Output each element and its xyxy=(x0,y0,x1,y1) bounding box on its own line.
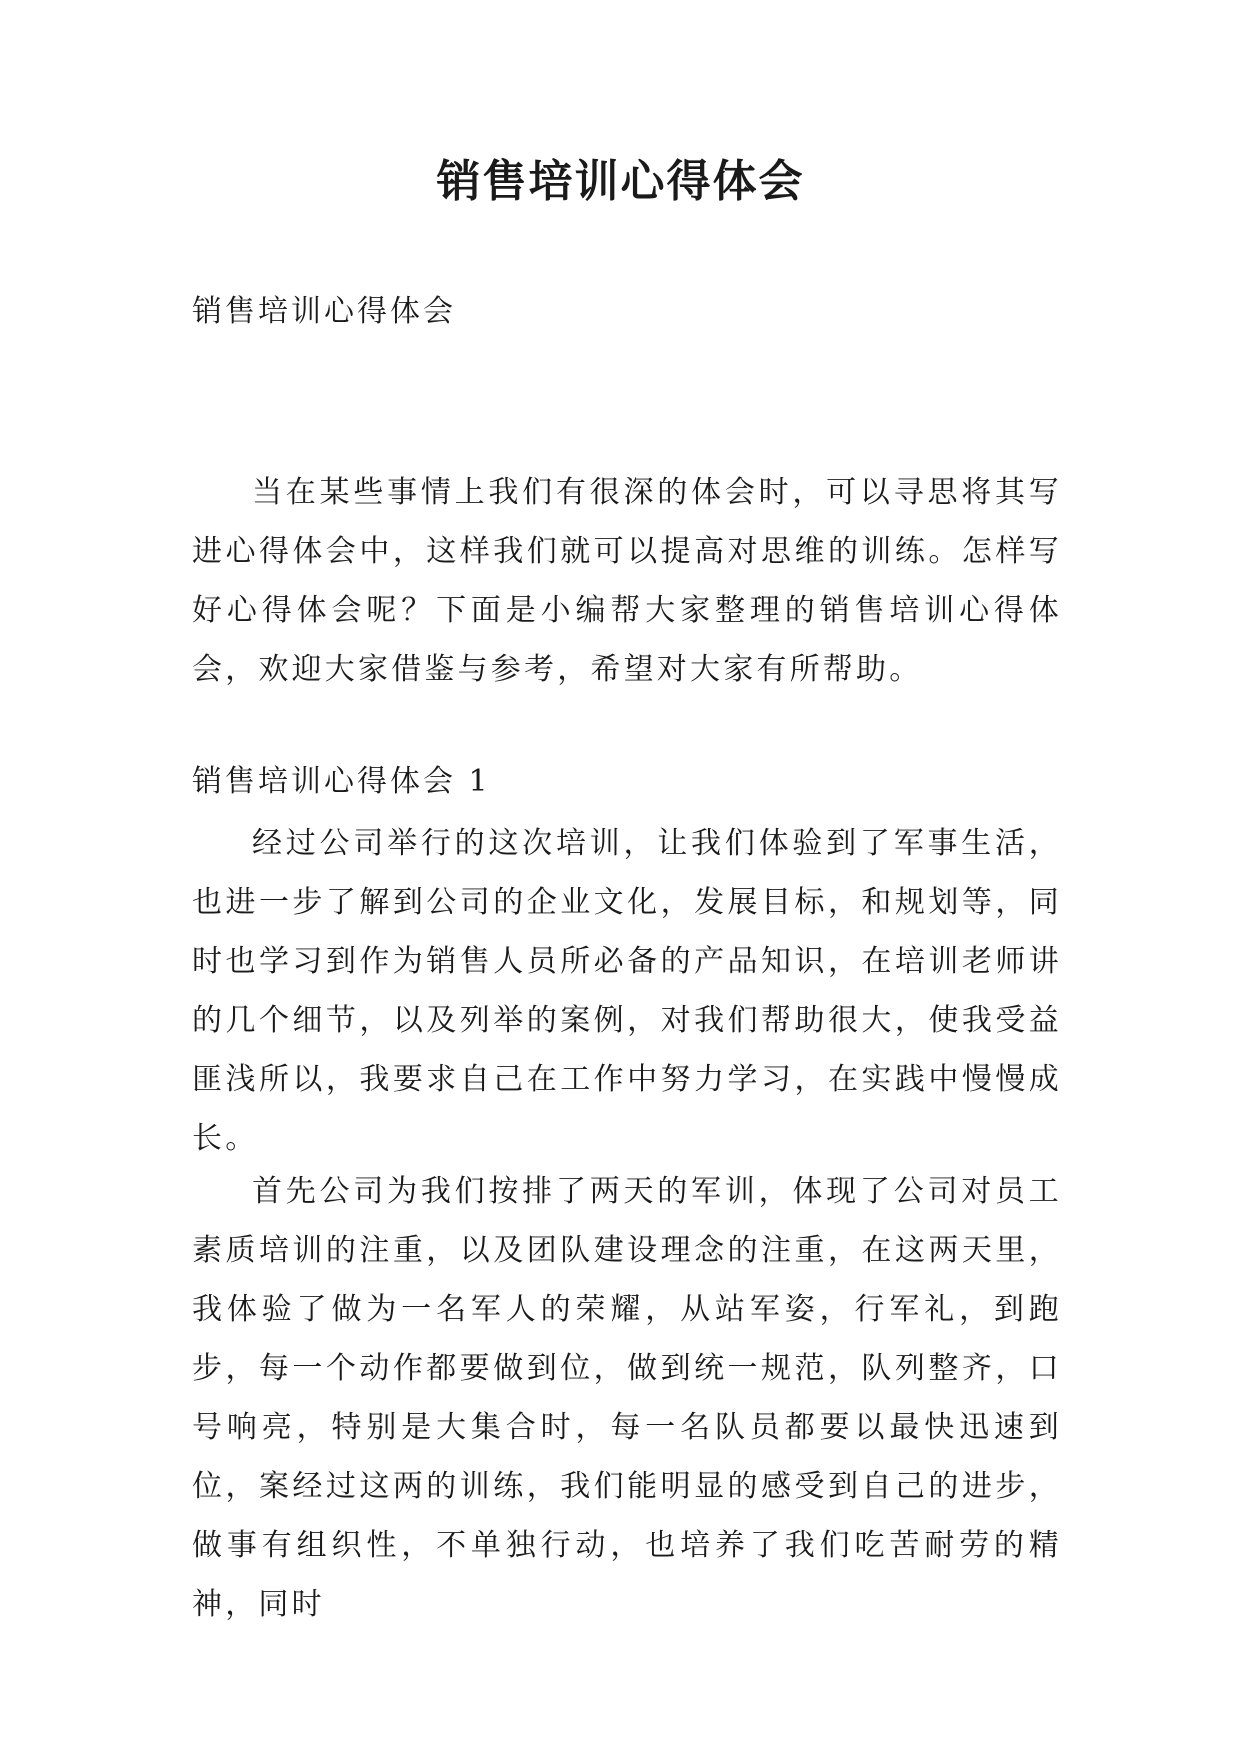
body-paragraph-2: 首先公司为我们按排了两天的军训，体现了公司对员工素质培训的注重，以及团队建设理念的注重，在这两天里，我体验了做为一名军人的荣耀，从站军姿，行军礼，到跑步，每一个动作都要做到位，做到统一规范，队列整齐，口号响亮，特别是大集合时，每一名队员都要以最快迅速到位，案经过这两的训练，我们能明显的感受到自己的进步，做事有组织性，不单独行动，也培养了我们吃苦耐劳的精神，同时 xyxy=(192,1174,1062,1622)
document-subtitle: 销售培训心得体会 xyxy=(192,294,456,329)
section-heading: 销售培训心得体会 1 xyxy=(192,764,491,799)
document-title: 销售培训心得体会 xyxy=(436,156,805,207)
intro-paragraph: 当在某些事情上我们有很深的体会时，可以寻思将其写进心得体会中，这样我们就可以提高对思维的训练。怎样写好心得体会呢？下面是小编帮大家整理的销售培训心得体会，欢迎大家借鉴与参考，希望对大家有所帮助。 xyxy=(192,475,1062,687)
body-paragraph-1: 经过公司举行的这次培训，让我们体验到了军事生活，也进一步了解到公司的企业文化，发展目标，和规划等，同时也学习到作为销售人员所必备的产品知识，在培训老师讲的几个细节，以及列举的案例，对我们帮助很大，使我受益匪浅所以，我要求自己在工作中努力学习，在实践中慢慢成长。 xyxy=(192,826,1062,1156)
